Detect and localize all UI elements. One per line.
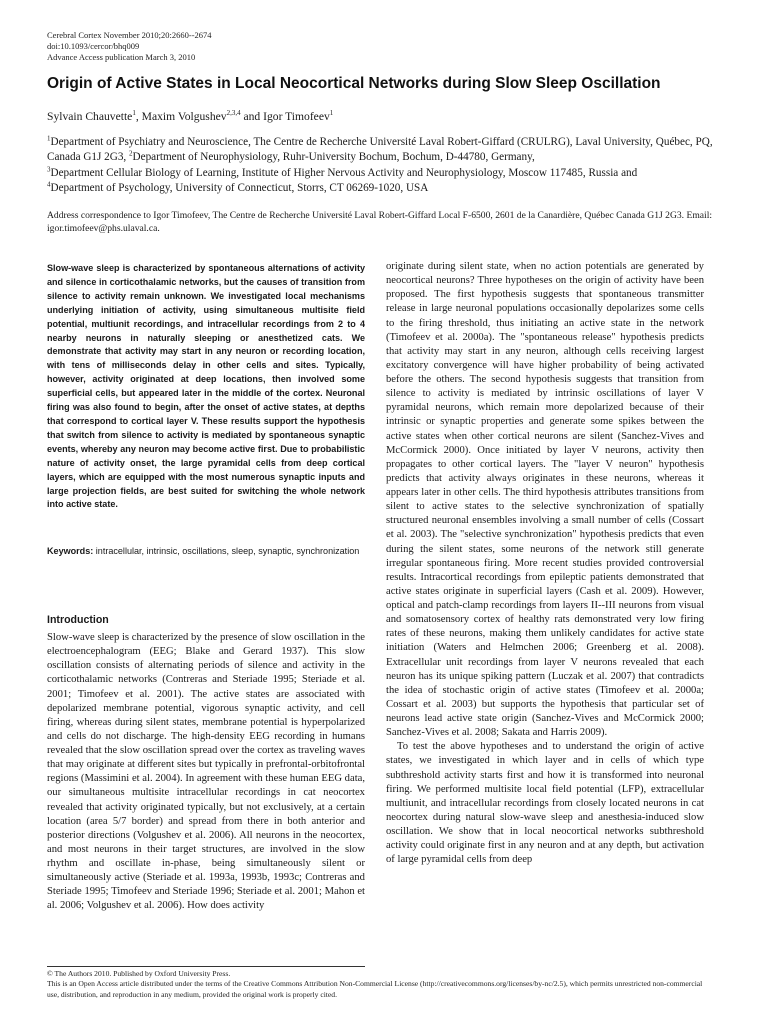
author-affiliation-mark: 1 xyxy=(329,109,334,118)
author-affiliation-mark: 2,3,4 xyxy=(226,109,241,118)
keywords xyxy=(47,545,365,559)
journal-citation: Cerebral Cortex November 2010;20:2660--2674 xyxy=(47,30,212,40)
keywords-text: intracellular, intrinsic, oscillations, sleep, synaptic, synchronization xyxy=(95,546,360,556)
right-column xyxy=(386,260,704,867)
doi: doi:10.1093/cercor/bhq009 xyxy=(47,41,140,52)
publication-date: Advance Access publication March 3, 2010 xyxy=(47,52,196,63)
author-separator: and xyxy=(240,110,264,123)
abstract: Slow-wave sleep is characterized by spontaneous alternations of activity and silence in corticothalamic networks, but the causes of transition from silence to activity remain unknown. We investigated local mechanisms underlying initiation of activity, using simultaneous multisite field potential, multiunit recordings, and intracellular recordings from 2 to 4 nearby neurons in naturally sleeping or anesthetized cats. We demonstrate that activity may start in any neuron or recording location, with tens of milliseconds delay in other cells and sites. Typically, however, activity originated at deep locations, then involved some superficial cells, but appeared later in the middle of the cortex. Neuronal firing was also found to begin, after the onset of active states, at depths that correspond to cortical layer V. These results support the hypothesis that switch from silence to activity is mediated by spontaneous synaptic events, whereby any neuron may become active first. Due to probabilistic nature of activity onset, the large pyramidal cells from deep cortical layers, which are equipped with the most numerous synaptic inputs and large projection fields, are best suited for switching the whole network into active state. xyxy=(47,263,365,510)
article-title: Origin of Active States in Local Neocortical Networks during Slow Sleep Oscillation xyxy=(47,75,661,92)
footer-rule xyxy=(47,966,365,967)
affiliation-mark: 3 xyxy=(47,165,51,174)
introduction-paragraph: Slow-wave sleep is characterized by the presence of slow oscillation in the electroencephalogram (EEG; Blake and Gerard 1937). This slow oscillation consists of alternating periods of silence and activity in the corticothalamic networks (Contreras and Steriade 1995; Steriade et al. 2001; Timofeev et al. 2001). The active states are associated with depolarized membrane potential, vigorous synaptic activity, and cell firing, whereas during silent states, membrane potential is hyperpolarized and cells do not discharge. The high-density EEG recording in humans revealed that the slow oscillation spread over the cortex as traveling waves that may originate at different sites but typically in prefrontal-orbitofrontal regions (Massimini et al. 2004). In agreement with these human EEG data, our simultaneous multisite intracellular recordings in cat neocortex revealed that activity originated typically, but not exclusively, at a certain location (area 5/7 border) and spread from there in both anterior and posterior directions (Volgushev et al. 2006). All neurons in the neocortex, and most neurons in their target structures, are involved in the slow rhythm and oscillate in-phase, being simultaneously silent or simultaneously active (Steriade et al. 1993a, 1993b, 1993c; Contreras and Steriade 1995; Timofeev and Steriade 1996; Steriade et al. 2001; Mahon et al. 2006; Volgushev et al. 2006). How does activity xyxy=(47,632,365,912)
footer xyxy=(47,969,707,1000)
introduction-paragraph: originate during silent state, when no action potentials are generated by neocortical neurons? Three hypotheses on the origin of activity have been proposed. The first hypothesis suggests that spontaneous transmitter release in large neuronal populations occasionally depolarizes some cells to the firing threshold, thus initiating an active state in the network (Timofeev et al. 2000a). The "spontaneous release" hypothesis predicts that activity may start in any neuron, although cells receiving largest excitatory convergence will have higher probability of being activated before the others. The second hypothesis suggests that transition from silence to activity is mediated by intrinsic oscillations of layer V pyramidal neurons, which remain more depolarized because of their intrinsic or synaptic properties and generate some spikes between the active states when other cortical neurons are silent (Sanchez-Vives and McCormick 2000). Once initiated by layer V neurons, activity then propagates to other cortical layers. The "layer V neuron" hypothesis predicts that activity always originates in these neurons, whereas it appears later in other cells. The third hypothesis attributes transitions from silent to active states to the selective synchronization of spatially structured neuronal ensembles involving a small number of cells (Cossart et al. 2003). The "selective synchronization" hypothesis predicts that even during the silent states, some neurons of the network still generate irregular spontaneous firing. More recent studies provided controversial results. Intracortical recordings from epileptic patients demonstrated that active states originate in superficial layers (Cash et al. 2009). However, optical and patch-clamp recordings from layers II--III neurons from visual and somatosensory cortex of healthy rats demonstrated very low firing rates of these neurons, making them unlikely candidates for active state initiation (Waters and Helmchen 2006; Greenberg et al. 2008). Extracellular unit recordings from layer V neurons revealed that each neuron has its unique spiking pattern (Luczak et al. 2007) that contradicts the idea of stochastic origin of active states (Timofeev et al. 2000a; Cossart et al. 2003) but supports the hypothesis that particular set of neurons lead active state origin (Sanchez-Vives and McCormick 2000; Sanchez-Vives et al. 2008; Sakata and Harris 2009). xyxy=(386,261,704,739)
keywords-label: Keywords: xyxy=(47,546,94,556)
journal-info xyxy=(47,30,212,64)
affiliation-text: Department of Psychiatry and Neuroscience, The Centre de Recherche Université Laval Robert-Giffard (CRULRG), Laval University, Québec, PQ, Canada G1J 2G3, xyxy=(47,136,713,164)
author-name: Sylvain Chauvette xyxy=(47,110,133,123)
author-separator: , xyxy=(135,110,142,123)
author-list xyxy=(47,109,333,124)
author-affiliation-mark: 1 xyxy=(132,109,136,118)
introduction-heading: Introduction xyxy=(47,614,109,626)
affiliation-mark: 1 xyxy=(47,134,51,143)
affiliation-text: Department of Psychology, University of Connecticut, Storrs, CT 06269-1020, USA xyxy=(50,182,429,195)
affiliation-text: Department of Neurophysiology, Ruhr-University Bochum, Bochum, D-44780, Germany, xyxy=(132,151,535,164)
license-notice: This is an Open Access article distributed under the terms of the Creative Commons Attribution Non-Commercial License (http://creativecommons.org/licenses/by-nc/2.5), which permits unrestricted non-commercial use, distribution, and reproduction in any medium, provided the original work is properly cited. xyxy=(47,979,703,999)
affiliation-text: Department Cellular Biology of Learning, Institute of Higher Nervous Activity and Neurophysiology, Moscow 117485, Russia and xyxy=(50,166,638,179)
affiliations xyxy=(47,135,737,197)
author-name: Igor Timofeev xyxy=(263,110,330,123)
introduction-paragraph: To test the above hypotheses and to understand the origin of active states, we investigated in which layer and in cells of which type subthreshold activity starts first and how it is transformed into neuronal firing. We performed multisite local field potential (LFP), extracellular multiunit, and intracellular recordings from closely located neurons in cat neocortex during natural slow-wave sleep and anesthesia-induced slow oscillation. We show that in local neocortical networks subthreshold activity could originate first in any neuron and at any depth, but activation of large pyramidal cells from deep xyxy=(386,741,704,866)
copyright-notice: © The Authors 2010. Published by Oxford University Press. xyxy=(47,969,231,978)
correspondence-address: Address correspondence to Igor Timofeev, The Centre de Recherche Université Laval Robert-Giffard Local F-6500, 2601 de la Canardière, Québec Canada G1J 2G3. Email: igor.timofeev@phs.ulaval.ca. xyxy=(47,210,713,234)
author-name: Maxim Volgushev xyxy=(141,110,227,123)
affiliation-mark: 2 xyxy=(129,149,133,158)
affiliation-mark: 4 xyxy=(47,180,51,189)
